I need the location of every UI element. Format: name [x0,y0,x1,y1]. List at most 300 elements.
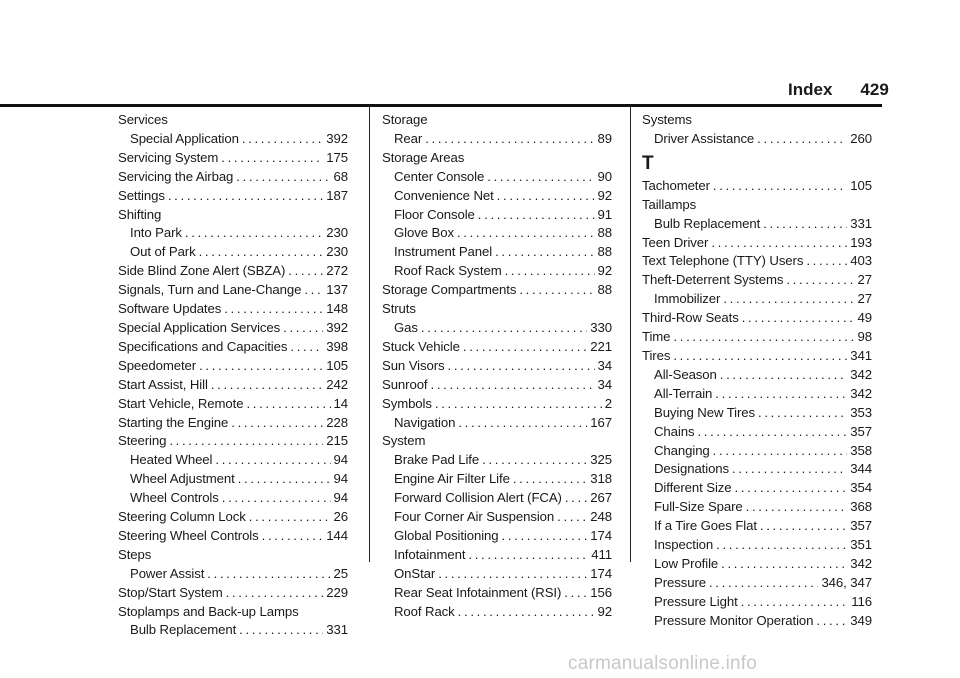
entry-term: Specifications and Capacities [118,338,288,354]
entry-page-ref: 325 [590,452,612,468]
index-entry [118,432,348,451]
entry-page-ref: 346, 347 [821,574,872,590]
index-heading: Taillamps [642,196,697,212]
entry-page-ref: 148 [326,301,348,317]
index-subentry [642,555,872,574]
entry-page-ref: 34 [597,376,612,392]
index-column-3 [642,111,872,631]
dot-leader [231,414,323,433]
dot-leader [211,376,323,395]
index-entry [642,309,872,328]
header-rule [0,104,882,107]
index-entry [118,527,348,546]
entry-term: Center Console [394,168,485,184]
entry-page-ref: 392 [326,130,348,146]
index-heading: Steps [118,546,152,562]
dot-leader [238,470,331,489]
entry-term: Heated Wheel [130,452,213,468]
index-entry [382,357,612,376]
entry-term: OnStar [394,565,436,581]
entry-page-ref: 242 [326,376,348,392]
index-entry [118,319,348,338]
entry-page-ref: 260 [850,130,872,146]
index-heading: Storage Areas [382,149,465,165]
entry-term: Infotainment [394,546,466,562]
index-entry [118,395,348,414]
entry-page-ref: 105 [326,357,348,373]
entry-page-ref: 156 [590,584,612,600]
index-entry [118,414,348,433]
index-entry [118,338,348,357]
dot-leader [806,252,847,271]
entry-term: Chains [654,423,695,439]
index-subentry [382,527,612,546]
entry-term: Steering Column Lock [118,509,246,525]
entry-term: Roof Rack System [394,263,502,279]
index-subentry [118,451,348,470]
entry-page-ref: 342 [850,555,872,571]
dot-leader [502,527,588,546]
index-subentry [642,423,872,442]
index-subentry [642,517,872,536]
index-subentry [642,593,872,612]
entry-term: Rear Seat Infotainment (RSI) [394,584,562,600]
dot-leader [438,565,587,584]
entry-page-ref: 88 [597,225,612,241]
index-heading: Stoplamps and Back-up Lamps [118,603,299,619]
entry-page-ref: 88 [597,282,612,298]
index-subentry [118,489,348,508]
entry-page-ref: 137 [326,282,348,298]
dot-leader [431,376,595,395]
entry-term: Steering Wheel Controls [118,527,259,543]
entry-term: All-Terrain [654,385,713,401]
index-heading: Systems [642,112,692,127]
entry-page-ref: 341 [850,347,872,363]
entry-term: Stop/Start System [118,584,223,600]
entry-term: Servicing the Airbag [118,168,234,184]
dot-leader [482,451,587,470]
entry-term: Third-Row Seats [642,310,739,326]
entry-term: Start Vehicle, Remote [118,395,244,411]
dot-leader [207,565,330,584]
index-entry [118,168,348,187]
entry-page-ref: 34 [597,357,612,373]
entry-term: Inspection [654,537,714,553]
entry-term: Low Profile [654,555,719,571]
index-subentry [382,206,612,225]
entry-term: Special Application [130,130,239,146]
index-entry [118,187,348,206]
index-heading: Shifting [118,206,162,222]
index-subentry [642,215,872,234]
column-divider [630,107,631,562]
entry-term: Driver Assistance [654,130,755,146]
dot-leader [564,584,587,603]
entry-term: Theft-Deterrent Systems [642,272,784,288]
entry-page-ref: 94 [333,471,348,487]
index-heading: Storage [382,112,428,127]
dot-leader [741,593,849,612]
dot-leader [757,130,847,149]
entry-page-ref: 167 [590,414,612,430]
entry-page-ref: 357 [850,423,872,439]
entry-page-ref: 174 [590,565,612,581]
index-subentry [642,442,872,461]
entry-page-ref: 89 [597,130,612,146]
dot-leader [290,338,323,357]
dot-leader [221,149,323,168]
entry-page-ref: 90 [597,168,612,184]
dot-leader [760,517,847,536]
entry-term: Power Assist [130,565,205,581]
index-subentry [382,451,612,470]
entry-page-ref: 392 [326,319,348,335]
dot-leader [716,536,847,555]
entry-term: Gas [394,319,418,335]
dot-leader [457,224,595,243]
entry-term: Storage Compartments [382,282,517,298]
dot-leader [199,243,324,262]
index-subentry [382,565,612,584]
dot-leader [513,470,587,489]
dot-leader [735,479,848,498]
dot-leader [697,423,847,442]
dot-leader [723,290,854,309]
index-entry [642,271,872,290]
entry-page-ref: 105 [850,177,872,193]
index-entry [642,252,872,271]
entry-term: Instrument Panel [394,244,493,260]
dot-leader [458,414,587,433]
dot-leader [222,489,331,508]
dot-leader [711,234,847,253]
entry-page-ref: 342 [850,366,872,382]
entry-term: Software Updates [118,301,222,317]
dot-leader [425,130,594,149]
entry-term: Floor Console [394,206,475,222]
entry-page-ref: 144 [326,527,348,543]
index-subentry [642,479,872,498]
dot-leader [242,130,323,149]
entry-term: Immobilizer [654,291,721,307]
entry-page-ref: 368 [850,499,872,515]
entry-page-ref: 248 [590,509,612,525]
entry-term: Roof Rack [394,603,455,619]
entry-page-ref: 230 [326,225,348,241]
index-subentry [382,489,612,508]
dot-leader [168,187,323,206]
entry-page-ref: 318 [590,471,612,487]
entry-page-ref: 91 [597,206,612,222]
index-subentry [642,536,872,555]
entry-page-ref: 175 [326,149,348,165]
dot-leader [169,432,323,451]
entry-term: Servicing System [118,149,219,165]
index-subentry [118,224,348,243]
entry-term: Convenience Net [394,187,494,203]
index-subentry [642,290,872,309]
entry-term: Symbols [382,395,432,411]
entry-term: Teen Driver [642,234,709,250]
index-heading: Struts [382,301,416,317]
dot-leader [673,347,847,366]
index-subentry [642,460,872,479]
column-divider [369,107,370,562]
index-entry [118,262,348,281]
entry-page-ref: 27 [857,291,872,307]
page-header [788,80,889,100]
entry-page-ref: 344 [850,461,872,477]
index-subentry [642,366,872,385]
index-subentry [642,130,872,149]
dot-leader [746,498,848,517]
index-entry [118,357,348,376]
dot-leader [732,460,847,479]
index-subentry [118,565,348,584]
entry-term: Brake Pad Life [394,452,480,468]
entry-term: Full-Size Spare [654,499,743,515]
entry-page-ref: 230 [326,244,348,260]
index-subentry [382,243,612,262]
index-subentry [382,584,612,603]
dot-leader [304,281,323,300]
entry-term: Special Application Services [118,319,281,335]
index-column-2 [382,111,612,621]
index-entry [642,177,872,196]
entry-page-ref: 193 [850,234,872,250]
index-entry [382,338,612,357]
entry-term: Engine Air Filter Life [394,471,510,487]
entry-term: Time [642,329,671,345]
entry-term: Tachometer [642,177,710,193]
entry-term: Speedometer [118,357,197,373]
index-subentry [382,414,612,433]
index-entry [642,328,872,347]
entry-page-ref: 94 [333,452,348,468]
index-subentry [642,404,872,423]
index-heading: Services [118,112,168,127]
dot-leader [249,508,331,527]
entry-page-ref: 331 [326,622,348,638]
entry-term: Different Size [654,480,732,496]
entry-term: Side Blind Zone Alert (SBZA) [118,263,286,279]
entry-term: Text Telephone (TTY) Users [642,253,804,269]
index-subentry [382,319,612,338]
index-entry [118,508,348,527]
entry-term: Sunroof [382,376,428,392]
dot-leader [557,508,587,527]
dot-leader [458,603,595,622]
entry-term: Bulb Replacement [654,215,761,231]
dot-leader [448,357,595,376]
index-subentry [118,130,348,149]
index-subentry [118,621,348,640]
entry-page-ref: 398 [326,338,348,354]
dot-leader [709,574,818,593]
index-subentry [382,546,612,565]
entry-term: Start Assist, Hill [118,376,208,392]
dot-leader [519,281,594,300]
index-subentry [382,187,612,206]
index-entry [118,584,348,603]
index-entry [118,281,348,300]
entry-page-ref: 351 [850,537,872,553]
entry-page-ref: 267 [590,490,612,506]
entry-page-ref: 272 [326,263,348,279]
entry-page-ref: 116 [851,593,872,609]
entry-page-ref: 353 [850,404,872,420]
index-subentry [382,508,612,527]
entry-page-ref: 94 [333,490,348,506]
entry-term: Designations [654,461,730,477]
page-title: Index [788,80,833,99]
index-entry [118,149,348,168]
entry-page-ref: 331 [850,215,872,231]
entry-term: Steering [118,433,167,449]
entry-page-ref: 14 [333,395,348,411]
index-subentry [382,603,612,622]
dot-leader [199,357,323,376]
entry-term: Pressure Monitor Operation [654,612,814,628]
index-subentry [642,612,872,631]
entry-term: Settings [118,187,165,203]
index-column-1 [118,111,348,640]
index-subentry [382,168,612,187]
dot-leader [239,621,323,640]
entry-term: Bulb Replacement [130,622,237,638]
dot-leader [497,187,595,206]
entry-term: Starting the Engine [118,414,229,430]
entry-page-ref: 411 [591,546,612,562]
dot-leader [468,546,588,565]
dot-leader [713,177,847,196]
index-entry [382,281,612,300]
index-entry [382,376,612,395]
entry-term: Rear [394,130,423,146]
entry-term: Into Park [130,225,182,241]
index-subentry [382,224,612,243]
dot-leader [721,555,847,574]
entry-page-ref: 403 [850,253,872,269]
dot-leader [720,366,848,385]
entry-term: Pressure Light [654,593,738,609]
dot-leader [786,271,854,290]
entry-term: Pressure [654,574,706,590]
index-entry [642,234,872,253]
index-entry [118,300,348,319]
entry-page-ref: 187 [326,187,348,203]
entry-page-ref: 349 [850,612,872,628]
index-subentry [642,498,872,517]
entry-term: Tires [642,347,671,363]
dot-leader [816,612,847,631]
dot-leader [463,338,587,357]
dot-leader [185,224,323,243]
dot-leader [435,395,602,414]
index-subentry [642,574,872,593]
dot-leader [421,319,587,338]
dot-leader [763,215,847,234]
entry-page-ref: 228 [326,414,348,430]
section-letter: T [642,152,654,174]
index-entry [382,395,612,414]
entry-term: Out of Park [130,244,196,260]
dot-leader [758,404,847,423]
entry-page-ref: 330 [590,319,612,335]
dot-leader [283,319,323,338]
entry-page-ref: 92 [597,187,612,203]
dot-leader [713,442,848,461]
entry-term: Wheel Adjustment [130,471,235,487]
entry-page-ref: 88 [597,244,612,260]
entry-page-ref: 358 [850,442,872,458]
entry-term: Navigation [394,414,456,430]
entry-term: If a Tire Goes Flat [654,518,757,534]
dot-leader [236,168,330,187]
entry-term: Stuck Vehicle [382,338,460,354]
dot-leader [565,489,587,508]
dot-leader [226,584,324,603]
entry-term: All-Season [654,366,717,382]
entry-page-ref: 357 [850,518,872,534]
dot-leader [715,385,847,404]
index-subentry [118,470,348,489]
entry-term: Wheel Controls [130,490,219,506]
index-subentry [118,243,348,262]
entry-page-ref: 49 [857,310,872,326]
entry-term: Sun Visors [382,357,445,373]
dot-leader [262,527,324,546]
dot-leader [742,309,855,328]
dot-leader [673,328,854,347]
entry-page-ref: 2 [604,395,612,411]
entry-term: Changing [654,442,710,458]
dot-leader [495,243,594,262]
entry-term: Four Corner Air Suspension [394,509,555,525]
entry-page-ref: 221 [590,338,612,354]
dot-leader [215,451,330,470]
entry-page-ref: 92 [597,603,612,619]
entry-page-ref: 27 [857,272,872,288]
index-subentry [382,262,612,281]
index-subentry [382,470,612,489]
dot-leader [224,300,323,319]
entry-term: Signals, Turn and Lane-Change [118,282,302,298]
dot-leader [288,262,323,281]
index-heading: System [382,433,426,449]
index-subentry [382,130,612,149]
entry-term: Glove Box [394,225,454,241]
entry-page-ref: 25 [333,565,348,581]
entry-page-ref: 92 [597,263,612,279]
entry-page-ref: 68 [333,168,348,184]
entry-term: Global Positioning [394,527,499,543]
entry-page-ref: 174 [590,527,612,543]
entry-page-ref: 26 [333,509,348,525]
entry-page-ref: 215 [326,433,348,449]
index-entry [642,347,872,366]
page-number: 429 [860,80,889,99]
entry-page-ref: 98 [857,329,872,345]
dot-leader [246,395,330,414]
entry-page-ref: 354 [850,480,872,496]
index-subentry [642,385,872,404]
entry-term: Buying New Tires [654,404,756,420]
watermark: carmanualsonline.info [568,653,758,674]
dot-leader [478,206,595,225]
entry-page-ref: 229 [326,584,348,600]
